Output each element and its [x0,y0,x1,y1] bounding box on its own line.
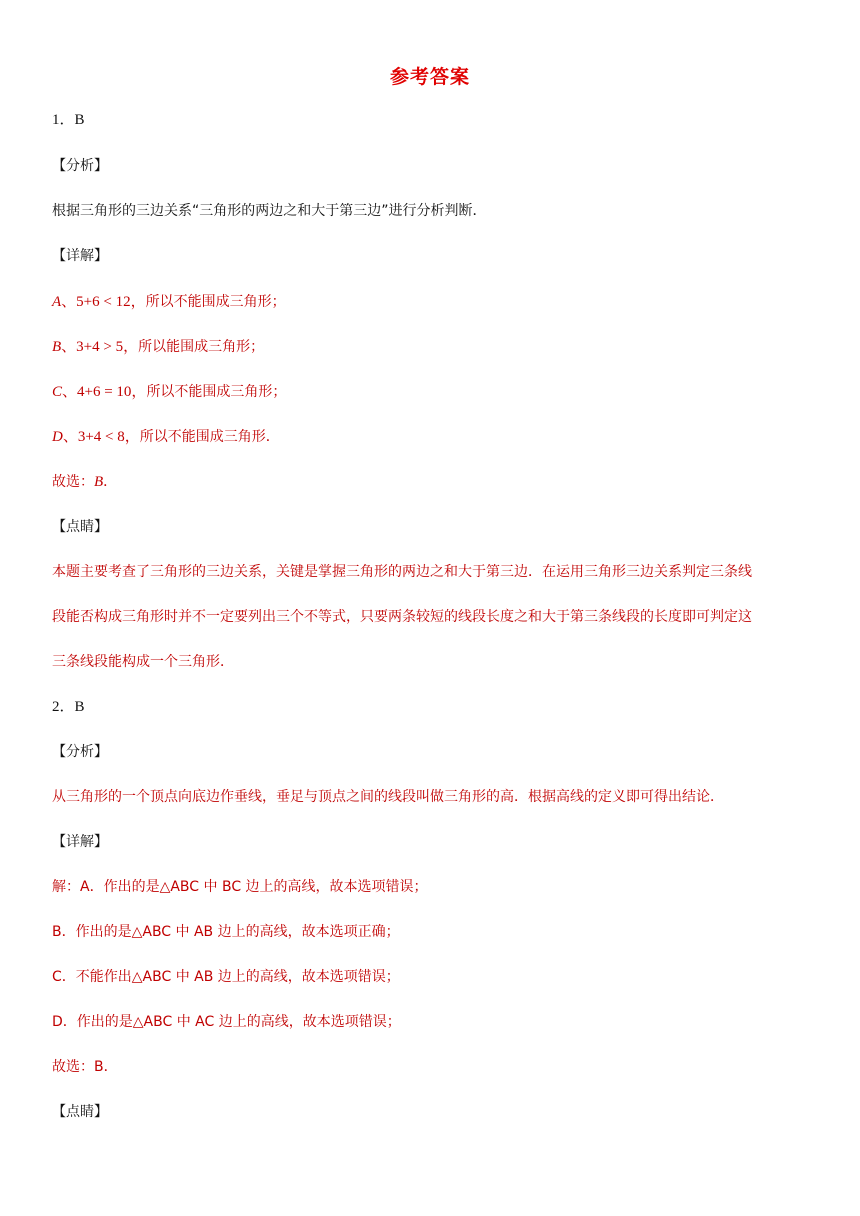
option-letter: D [52,429,63,445]
q2-analysis-text: 从三角形的一个顶点向底边作垂线，垂足与顶点之间的线段叫做三角形的高．根据高线的定义即可得出结论． [52,789,724,805]
q2-detail-line-3: C．不能作出△ABC 中 AB 边上的高线，故本选项错误； [52,969,400,985]
option-text: 所以能围成三角形； [138,339,265,355]
q2-detail-tag: 【详解】 [52,834,108,850]
q1-analysis-tag: 【分析】 [52,158,108,174]
option-letter: B [52,339,62,355]
q1-detail-tag: 【详解】 [52,248,108,264]
q1-comment-line-3: 三条线段能构成一个三角形． [52,654,234,670]
option-expr: 、3+4 > 5， [61,339,139,355]
option-text: 所以不能围成三角形． [139,429,280,445]
option-text: 所以不能围成三角形； [145,294,286,310]
option-letter: A [52,294,62,310]
q1-number: 1．B [52,112,85,128]
answer-letter: B [94,474,104,490]
option-expr: 、3+4 < 8， [62,429,140,445]
option-letter: C [52,384,63,400]
q1-option-a [52,292,286,312]
q1-option-b [52,337,264,357]
q1-analysis-text: 根据三角形的三边关系“三角形的两边之和大于第三边”进行分析判断． [52,203,487,219]
answer-suffix: ． [103,474,118,490]
q2-analysis-tag: 【分析】 [52,744,108,760]
q2-detail-line-4: D．作出的是△ABC 中 AC 边上的高线，故本选项错误； [52,1014,401,1030]
q2-comment-tag: 【点睛】 [52,1104,108,1120]
q1-answer [52,472,117,492]
q1-option-c [52,382,286,402]
page-title: 参考答案 [389,66,470,88]
q1-comment-tag: 【点睛】 [52,519,108,535]
q2-answer: 故选：B． [52,1059,118,1075]
q2-detail-line-2: B．作出的是△ABC 中 AB 边上的高线，故本选项正确； [52,924,400,940]
q1-comment-line-1: 本题主要考查了三角形的三边关系，关键是掌握三角形的两边之和大于第三边．在运用三角形三边关系判定三条线 [52,564,752,580]
q2-number: 2．B [52,699,85,715]
answer-prefix: 故选： [52,474,94,490]
option-expr: 、5+6 < 12， [61,294,146,310]
option-expr: 、4+6 = 10， [62,384,147,400]
option-text: 所以不能围成三角形； [146,384,287,400]
q1-option-d [52,427,280,447]
q2-detail-line-1: 解：A．作出的是△ABC 中 BC 边上的高线，故本选项错误； [52,879,428,895]
q1-comment-line-2: 段能否构成三角形时并不一定要列出三个不等式，只要两条较短的线段长度之和大于第三条线段的长度即可判定这 [52,609,752,625]
